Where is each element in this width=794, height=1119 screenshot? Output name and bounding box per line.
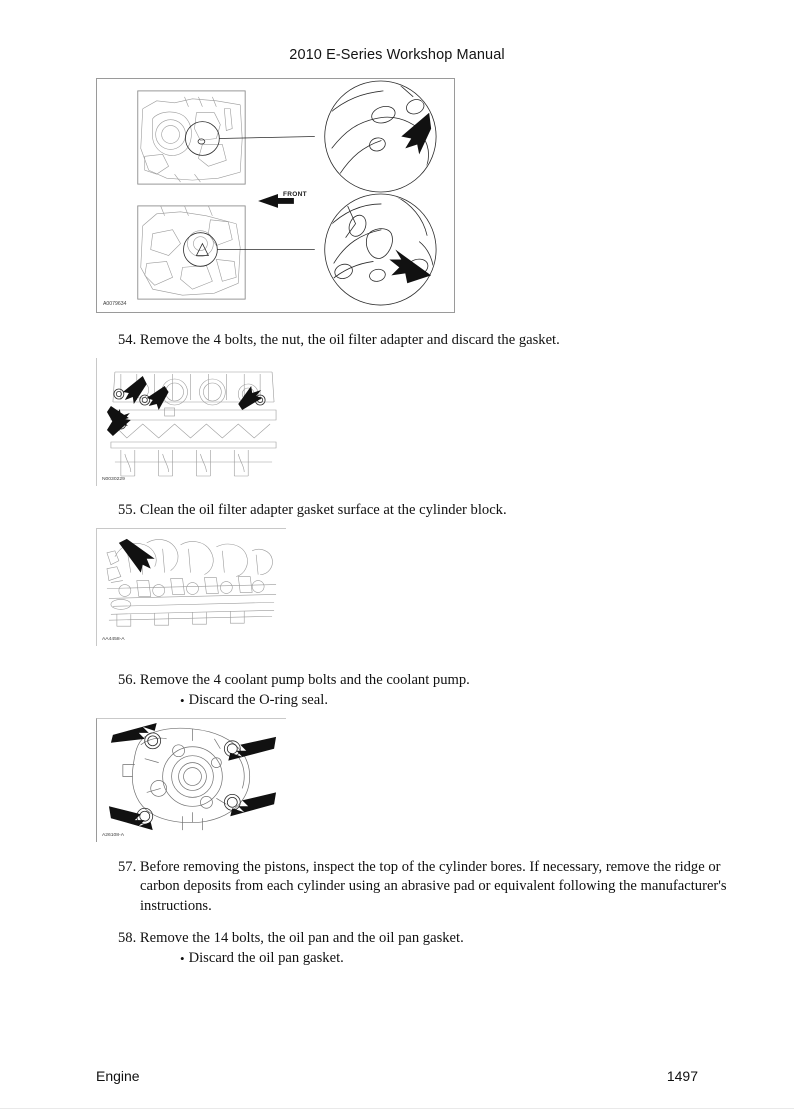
page-footer bbox=[96, 1068, 698, 1084]
step-58 bbox=[118, 929, 738, 969]
oil-passage-diagram bbox=[97, 79, 454, 312]
bullet-icon: • bbox=[180, 951, 185, 967]
bullet-icon: • bbox=[180, 693, 185, 709]
step-58-text: Remove the 14 bolts, the oil pan and the oil pan gasket. bbox=[139, 930, 464, 946]
gasket-surface-diagram bbox=[97, 529, 286, 646]
oil-passage-locations-figure bbox=[96, 78, 455, 313]
front-direction-label: FRONT bbox=[283, 191, 307, 198]
page-title: 2010 E-Series Workshop Manual bbox=[289, 47, 505, 63]
page-bottom-divider bbox=[0, 1108, 794, 1109]
figure-id-label: A0079634 bbox=[102, 301, 127, 308]
figure-id-label: A26108-A bbox=[101, 833, 125, 839]
step-55-number: 55. bbox=[118, 502, 137, 518]
step-58-number: 58. bbox=[118, 930, 137, 946]
step-54-number: 54. bbox=[118, 332, 137, 348]
step-56-text: Remove the 4 coolant pump bolts and the coolant pump. bbox=[139, 672, 470, 688]
step-55-text: Clean the oil filter adapter gasket surface at the cylinder block. bbox=[139, 502, 507, 518]
step-58-bullet-text: Discard the oil pan gasket. bbox=[188, 950, 344, 967]
step-56 bbox=[118, 671, 738, 711]
step-55 bbox=[118, 501, 738, 520]
oil-filter-adapter-bolts-figure bbox=[96, 358, 286, 486]
step-56-bullet-text: Discard the O-ring seal. bbox=[188, 692, 328, 709]
figure-id-label: N0030229 bbox=[101, 475, 125, 483]
coolant-pump-diagram bbox=[97, 719, 286, 842]
coolant-pump-bolts-figure bbox=[96, 718, 286, 842]
footer-section-name: Engine bbox=[96, 1068, 140, 1084]
step-58-bullet bbox=[118, 949, 738, 968]
step-57-number: 57. bbox=[118, 859, 137, 875]
step-57-text: Before removing the pistons, inspect the top of the cylinder bores. If necessary, remove the ridge or carbon deposits from each cylinder using an abrasive pad or equivalent following the manufacturer's instructions. bbox=[139, 859, 727, 914]
figure-id-label: AA4458-A bbox=[101, 637, 125, 643]
step-56-bullet bbox=[118, 691, 738, 710]
oil-filter-adapter-gasket-surface-figure bbox=[96, 528, 286, 646]
oil-filter-adapter-bolts-diagram bbox=[97, 358, 286, 486]
footer-page-number: 1497 bbox=[666, 1068, 698, 1084]
step-54-text: Remove the 4 bolts, the nut, the oil filter adapter and discard the gasket. bbox=[139, 332, 560, 348]
step-57 bbox=[118, 858, 744, 916]
step-54 bbox=[118, 331, 738, 350]
step-56-number: 56. bbox=[118, 672, 137, 688]
